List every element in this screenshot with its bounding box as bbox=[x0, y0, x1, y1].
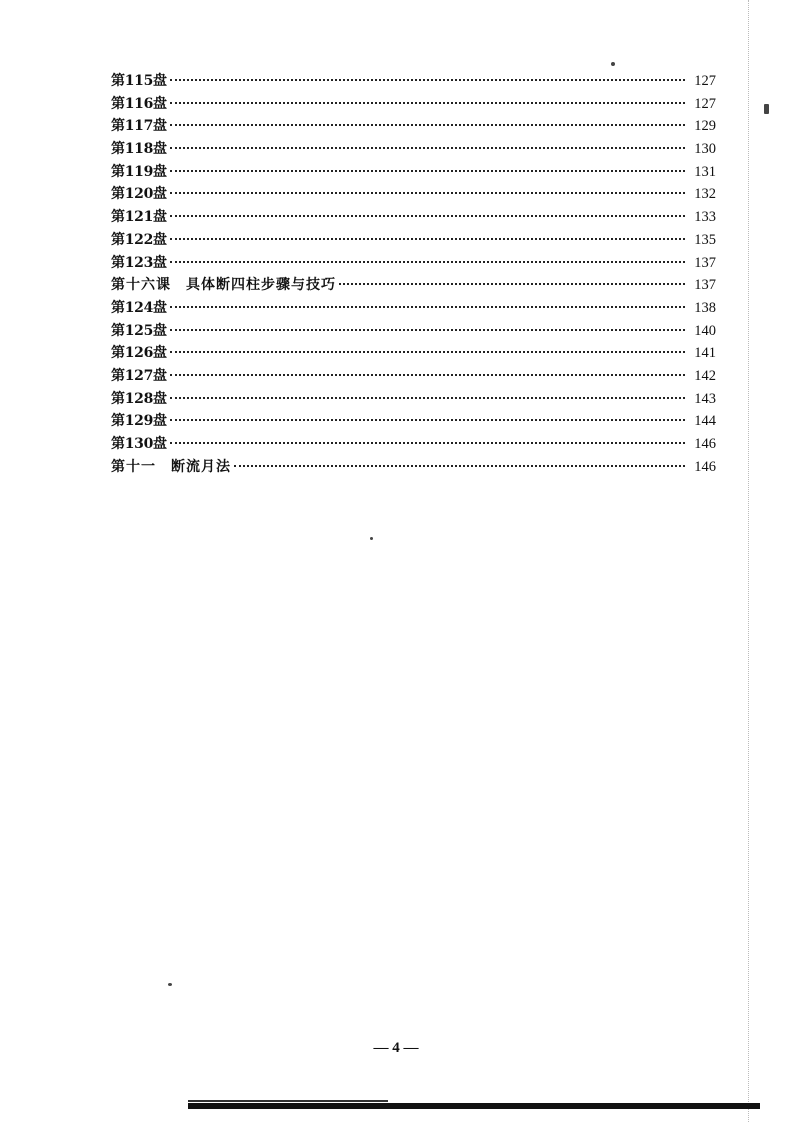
toc-entry[interactable] bbox=[111, 138, 716, 161]
toc-page-number: 133 bbox=[694, 209, 716, 226]
toc-entry[interactable] bbox=[111, 161, 716, 184]
toc-entry-label: 第115盘 bbox=[111, 73, 167, 89]
dot-leader bbox=[339, 283, 685, 285]
scan-speck bbox=[168, 983, 172, 986]
bottom-rule-thin bbox=[188, 1100, 388, 1102]
toc-page-number: 137 bbox=[694, 277, 716, 294]
toc-entry[interactable] bbox=[111, 365, 716, 388]
toc-entry-label: 第124盘 bbox=[111, 299, 167, 316]
toc-entry[interactable] bbox=[111, 456, 716, 479]
toc-entry[interactable] bbox=[111, 433, 716, 456]
dot-leader bbox=[170, 170, 685, 172]
dot-leader bbox=[170, 238, 685, 240]
dot-leader bbox=[170, 351, 685, 353]
table-of-contents bbox=[111, 70, 716, 478]
dot-leader bbox=[170, 215, 685, 217]
toc-page-number: 130 bbox=[694, 141, 716, 158]
dot-leader bbox=[170, 147, 685, 149]
toc-section-title: 第十一 断流月法 bbox=[111, 458, 231, 475]
dot-leader bbox=[170, 192, 685, 194]
toc-entry[interactable] bbox=[111, 297, 716, 320]
scan-speck bbox=[370, 537, 373, 540]
toc-entry-label: 第126盘 bbox=[111, 345, 167, 362]
dot-leader bbox=[170, 306, 685, 308]
toc-entry[interactable] bbox=[111, 410, 716, 433]
toc-entry-label: 第121盘 bbox=[111, 209, 167, 226]
toc-entry-label: 第119盘 bbox=[111, 163, 167, 180]
scan-speck bbox=[611, 62, 615, 66]
toc-section-title: 第十六课 具体断四柱步骤与技巧 bbox=[111, 277, 336, 294]
toc-page-number: 146 bbox=[694, 436, 716, 452]
page-edge-line bbox=[748, 0, 750, 1122]
toc-entry[interactable] bbox=[111, 274, 716, 297]
toc-entry[interactable] bbox=[111, 93, 716, 116]
dot-leader bbox=[170, 419, 685, 421]
toc-page-number: 143 bbox=[694, 390, 716, 407]
dot-leader bbox=[170, 374, 685, 376]
toc-page-number: 146 bbox=[694, 458, 716, 475]
dot-leader bbox=[234, 465, 685, 467]
toc-entry-label: 第129盘 bbox=[111, 413, 167, 430]
dot-leader bbox=[170, 124, 685, 126]
toc-page-number: 127 bbox=[694, 95, 716, 112]
toc-entry-label: 第118盘 bbox=[111, 141, 167, 158]
dot-leader bbox=[170, 79, 685, 81]
dot-leader bbox=[170, 442, 685, 444]
toc-entry[interactable] bbox=[111, 229, 716, 252]
toc-page-number: 131 bbox=[694, 163, 716, 180]
toc-entry-label: 第122盘 bbox=[111, 231, 167, 248]
scan-speck bbox=[764, 104, 769, 114]
toc-entry-label: 第130盘 bbox=[111, 436, 167, 452]
dot-leader bbox=[170, 329, 685, 331]
dot-leader bbox=[170, 261, 685, 263]
toc-entry-label: 第128盘 bbox=[111, 390, 167, 407]
dot-leader bbox=[170, 397, 685, 399]
toc-entry-label: 第125盘 bbox=[111, 322, 167, 339]
toc-entry[interactable] bbox=[111, 252, 716, 275]
toc-page-number: 135 bbox=[694, 231, 716, 248]
toc-entry[interactable] bbox=[111, 115, 716, 138]
toc-entry-label: 第117盘 bbox=[111, 118, 167, 135]
toc-entry[interactable] bbox=[111, 70, 716, 93]
toc-page-number: 127 bbox=[694, 73, 716, 89]
toc-entry[interactable] bbox=[111, 320, 716, 343]
toc-page-number: 140 bbox=[694, 322, 716, 339]
toc-page-number: 138 bbox=[694, 299, 716, 316]
toc-entry-label: 第127盘 bbox=[111, 367, 167, 384]
toc-page-number: 144 bbox=[694, 413, 716, 430]
toc-entry[interactable] bbox=[111, 183, 716, 206]
toc-page-number: 137 bbox=[694, 254, 716, 271]
bottom-rule bbox=[188, 1103, 760, 1109]
toc-entry-label: 第123盘 bbox=[111, 254, 167, 271]
page-number: — 4 — bbox=[373, 1040, 419, 1056]
toc-entry[interactable] bbox=[111, 388, 716, 411]
toc-page-number: 129 bbox=[694, 118, 716, 135]
toc-entry[interactable] bbox=[111, 206, 716, 229]
dot-leader bbox=[170, 102, 685, 104]
toc-entry-label: 第120盘 bbox=[111, 186, 167, 203]
toc-entry-label: 第116盘 bbox=[111, 95, 167, 112]
toc-page-number: 132 bbox=[694, 186, 716, 203]
toc-page-number: 141 bbox=[694, 345, 716, 362]
toc-page-number: 142 bbox=[694, 367, 716, 384]
toc-entry[interactable] bbox=[111, 342, 716, 365]
